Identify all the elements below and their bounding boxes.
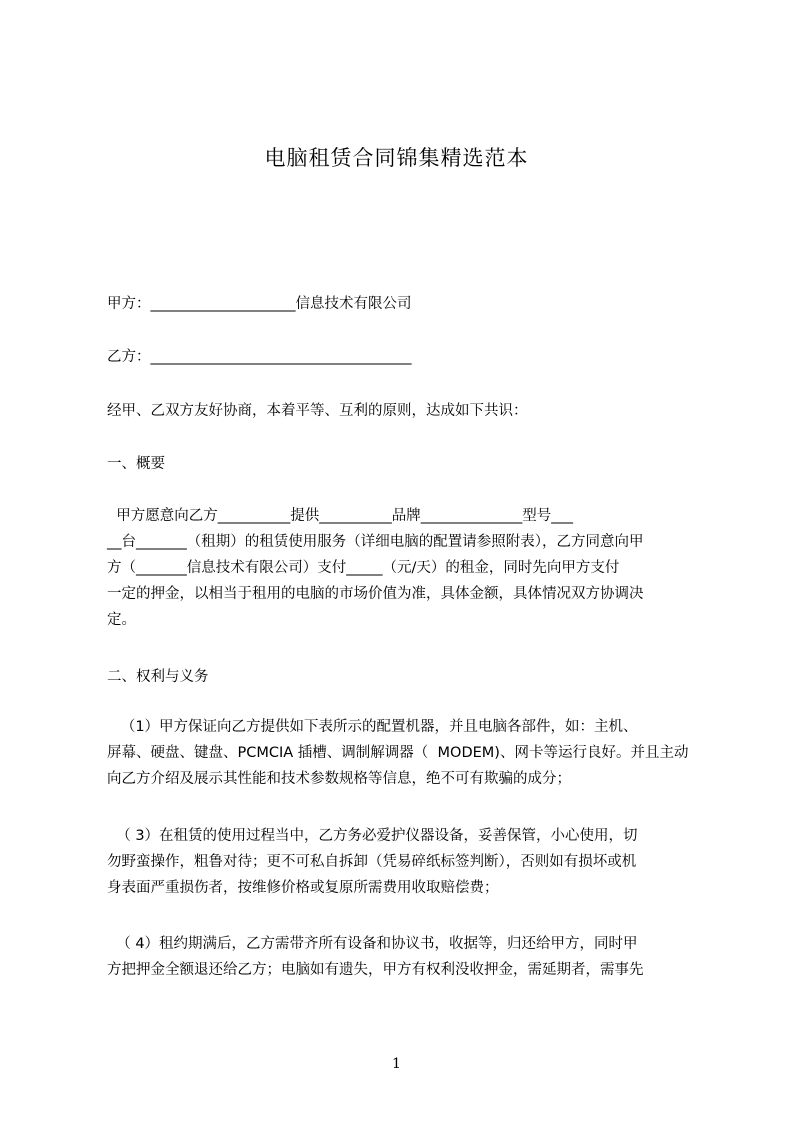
section-1-paragraph [107,503,697,633]
paragraph-line: 屏幕、硬盘、键盘、PCMCIA 插槽、调制解调器（ MODEM)、网卡等运行良好。并且主动 [107,745,689,761]
section-2-heading: 二、权利与义务 [107,669,209,685]
paragraph-line: （ 4）租约期满后，乙方需带齐所有设备和协议书，收据等，归还给甲方，同时甲 [107,936,638,952]
paragraph-line: 勿野蛮操作，粗鲁对待；更不可私自拆卸（凭易碎纸标签判断），否则如有损坏或机 [107,854,637,870]
paragraph-line: 方（_______信息技术有限公司）支付_____（元/天）的租金，同时先向甲方支付 [107,560,620,576]
clause-4-paragraph [107,931,697,983]
paragraph-line: （ 3）在租赁的使用过程当中，乙方务必爱护仪器设备，妥善保管，小心使用，切 [107,828,638,844]
paragraph-line: __台_______（租期）的租赁使用服务（详细电脑的配置请参照附表），乙方同意向甲 [107,534,644,550]
paragraph-line: 身表面严重损伤者，按维修价格或复原所需费用收取赔偿费； [107,880,499,896]
clause-3-paragraph [107,823,697,901]
clause-1-paragraph [107,714,697,792]
paragraph-line: 方把押金全额退还给乙方；电脑如有遗失，甲方有权利没收押金，需延期者，需事先 [107,962,644,978]
party-a-line: 甲方：____________________信息技术有限公司 [107,296,412,312]
paragraph-line: 甲方愿意向乙方__________提供__________品牌______________型号___ [107,508,573,524]
paragraph-line: （1）甲方保证向乙方提供如下表所示的配置机器，并且电脑各部件，如：主机、 [107,719,638,735]
page-number: 1 [392,1056,401,1072]
paragraph-line: 一定的押金，以相当于租用的电脑的市场价值为准，具体金额，具体情况双方协调决 [107,586,644,602]
paragraph-line: 定。 [107,612,136,628]
party-b-line: 乙方：____________________________________ [107,349,412,365]
section-1-heading: 一、概要 [107,456,165,472]
intro-paragraph: 经甲、乙双方友好协商，本着平等、互利的原则，达成如下共识： [107,403,528,419]
paragraph-line: 向乙方介绍及展示其性能和技术参数规格等信息，绝不可有欺骗的成分； [107,771,571,787]
document-title: 电脑租赁合同锦集精选范本 [264,146,529,170]
